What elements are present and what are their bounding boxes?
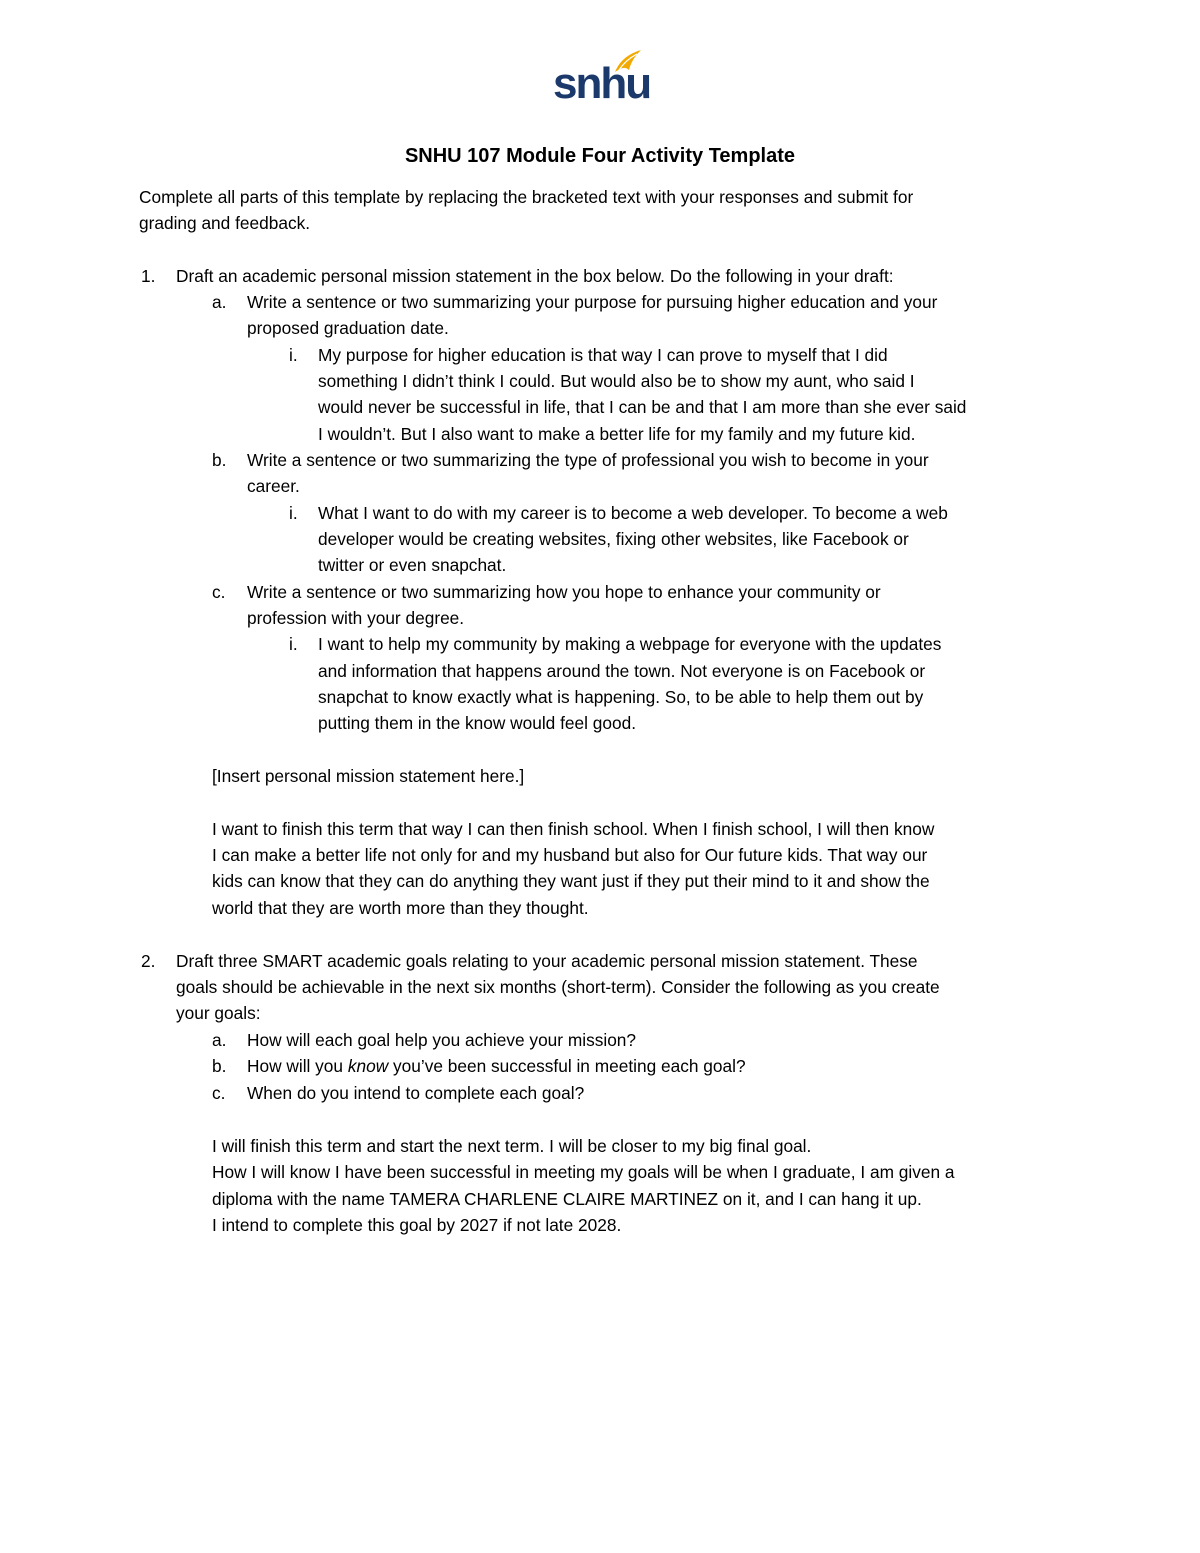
intro-line: grading and feedback. bbox=[139, 213, 311, 233]
q1b-line: career. bbox=[247, 476, 300, 496]
mission-placeholder: [Insert personal mission statement here.] bbox=[212, 766, 525, 786]
q1a-answer-line: I wouldn’t. But I also want to make a better life for my family and my future kid. bbox=[318, 424, 916, 444]
logo-wordmark: snhu bbox=[553, 59, 651, 108]
q1c-answer-line: snapchat to know exactly what is happening. So, to be able to help them out by bbox=[318, 687, 924, 707]
q2c-text: When do you intend to complete each goal? bbox=[247, 1083, 585, 1103]
mission-statement-line: world that they are worth more than they thought. bbox=[212, 898, 589, 918]
mission-statement-line: kids can know that they can do anything they want just if they put their mind to it and show the bbox=[212, 871, 930, 891]
q2-number: 2. bbox=[141, 951, 156, 971]
q2-line: your goals: bbox=[176, 1003, 261, 1023]
q1c-answer-line: I want to help my community by making a webpage for everyone with the updates bbox=[318, 634, 942, 654]
q1c-answer-line: putting them in the know would feel good. bbox=[318, 713, 636, 733]
q2-line: goals should be achievable in the next six months (short-term). Consider the following as you create bbox=[176, 977, 940, 997]
q2b-text-post: you’ve been successful in meeting each goal? bbox=[388, 1056, 746, 1076]
page-title: SNHU 107 Module Four Activity Template bbox=[404, 145, 796, 167]
q1b-answer-marker: i. bbox=[289, 503, 298, 523]
q1a-answer-line: something I didn’t think I could. But would also be to show my aunt, who said I bbox=[318, 371, 915, 391]
q1a-answer-line: My purpose for higher education is that way I can prove to myself that I did bbox=[318, 345, 888, 365]
q1-text: Draft an academic personal mission statement in the box below. Do the following in your draft: bbox=[176, 266, 894, 286]
q1c-line: profession with your degree. bbox=[247, 608, 465, 628]
q2b-text-emphasis: know bbox=[347, 1056, 389, 1076]
q1a-line: Write a sentence or two summarizing your purpose for pursuing higher education and your bbox=[247, 292, 938, 312]
q1b-answer-line: twitter or even snapchat. bbox=[318, 555, 507, 575]
q2b-text bbox=[247, 1053, 746, 1079]
q1b-line: Write a sentence or two summarizing the type of professional you wish to become in your bbox=[247, 450, 929, 470]
q1c-answer-marker: i. bbox=[289, 634, 298, 654]
q2-line: Draft three SMART academic goals relating to your academic personal mission statement. These bbox=[176, 951, 918, 971]
q2-answer-line: I will finish this term and start the next term. I will be closer to my big final goal. bbox=[212, 1136, 812, 1156]
q2-answer-line: I intend to complete this goal by 2027 if not late 2028. bbox=[212, 1215, 622, 1235]
q1b-answer-line: developer would be creating websites, fixing other websites, like Facebook or bbox=[318, 529, 909, 549]
q1-number: 1. bbox=[141, 266, 156, 286]
q2b-marker: b. bbox=[212, 1056, 227, 1076]
q2c-marker: c. bbox=[212, 1083, 226, 1103]
q2-answer-line: How I will know I have been successful in meeting my goals will be when I graduate, I am given a bbox=[212, 1162, 955, 1182]
snhu-logo bbox=[553, 48, 651, 110]
q1c-answer-line: and information that happens around the town. Not everyone is on Facebook or bbox=[318, 661, 926, 681]
q1b-answer-line: What I want to do with my career is to become a web developer. To become a web bbox=[318, 503, 948, 523]
q1c-line: Write a sentence or two summarizing how you hope to enhance your community or bbox=[247, 582, 881, 602]
q2b-text-pre: How will you bbox=[247, 1056, 348, 1076]
q1a-line: proposed graduation date. bbox=[247, 318, 449, 338]
q1a-answer-line: would never be successful in life, that I can be and that I am more than she ever said bbox=[318, 397, 967, 417]
q1a-marker: a. bbox=[212, 292, 227, 312]
mission-statement-line: I want to finish this term that way I can then finish school. When I finish school, I will then know bbox=[212, 819, 935, 839]
q2a-marker: a. bbox=[212, 1030, 227, 1050]
mission-statement-line: I can make a better life not only for and my husband but also for Our future kids. That way our bbox=[212, 845, 928, 865]
q1b-marker: b. bbox=[212, 450, 227, 470]
intro-line: Complete all parts of this template by replacing the bracketed text with your responses and submit for bbox=[139, 187, 914, 207]
q1a-answer-marker: i. bbox=[289, 345, 298, 365]
q1c-marker: c. bbox=[212, 582, 226, 602]
q2-answer-line: diploma with the name TAMERA CHARLENE CLAIRE MARTINEZ on it, and I can hang it up. bbox=[212, 1189, 922, 1209]
q2a-text: How will each goal help you achieve your mission? bbox=[247, 1030, 637, 1050]
